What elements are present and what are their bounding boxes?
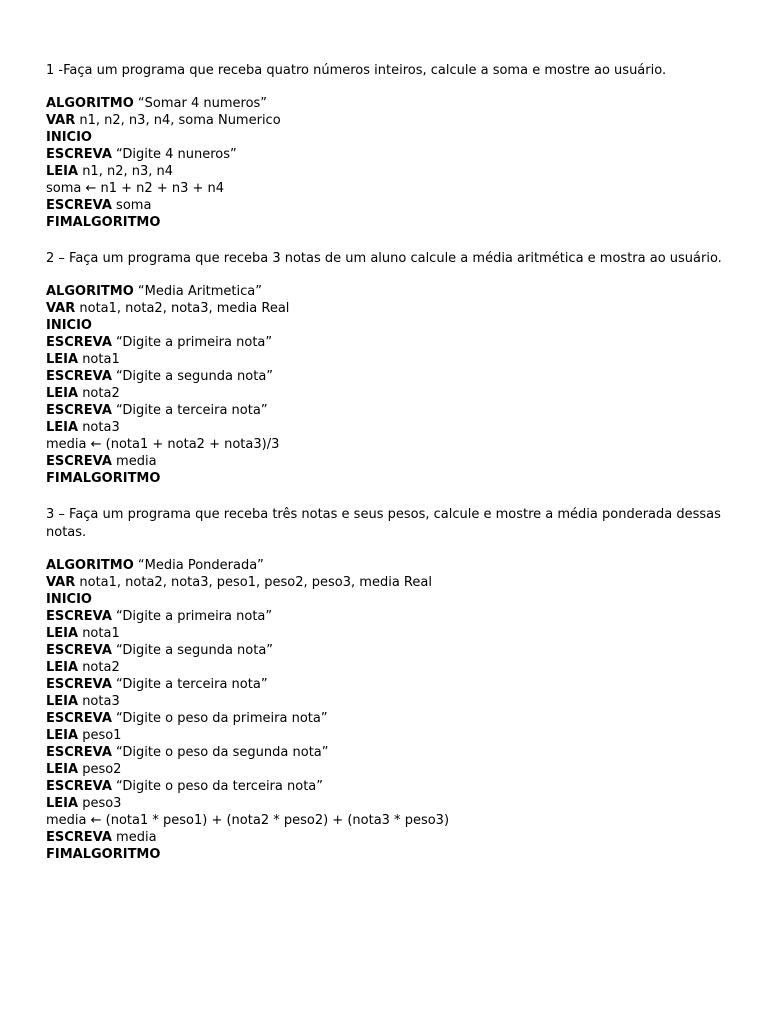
code-line [46, 693, 726, 710]
keyword: FIMALGORITMO [46, 215, 161, 230]
code-line [46, 676, 726, 693]
code-text: peso1 [78, 728, 122, 743]
code-text: “Digite o peso da primeira nota” [111, 711, 328, 726]
code-line [46, 317, 726, 334]
keyword: INICIO [46, 130, 92, 145]
code-text: nota2 [78, 660, 120, 675]
code-line [46, 744, 726, 761]
code-text: peso3 [78, 796, 122, 811]
code-text: “Digite a primeira nota” [111, 335, 273, 350]
keyword: LEIA [46, 420, 79, 435]
keyword: FIMALGORITMO [46, 847, 161, 862]
keyword: LEIA [46, 728, 79, 743]
keyword: ESCREVA [46, 830, 112, 845]
exercise-3-statement: 3 – Faça um programa que receba três notas e seus pesos, calcule e mostre a média ponderada dessas notas. [46, 507, 721, 540]
keyword: VAR [46, 113, 76, 128]
code-line [46, 112, 726, 129]
code-text: n1, n2, n3, n4, soma Numerico [75, 113, 281, 128]
keyword: ESCREVA [46, 609, 112, 624]
code-text: n1, n2, n3, n4 [78, 164, 174, 179]
code-line [46, 761, 726, 778]
code-text: “Digite a terceira nota” [111, 677, 268, 692]
code-line [46, 625, 726, 642]
code-line [46, 710, 726, 727]
keyword: ESCREVA [46, 454, 112, 469]
code-line [46, 197, 726, 214]
code-line [46, 436, 726, 453]
code-text: “Digite a terceira nota” [111, 403, 268, 418]
code-line [46, 334, 726, 351]
code-line [46, 829, 726, 846]
code-line [46, 812, 726, 829]
keyword: ALGORITMO [46, 284, 134, 299]
code-line [46, 300, 726, 317]
code-line [46, 557, 726, 574]
keyword: ESCREVA [46, 711, 112, 726]
keyword: LEIA [46, 796, 79, 811]
keyword: LEIA [46, 386, 79, 401]
code-text: “Digite o peso da terceira nota” [111, 779, 323, 794]
code-line [46, 180, 726, 197]
code-text: media [111, 454, 157, 469]
code-line [46, 591, 726, 608]
code-line [46, 470, 726, 487]
keyword: INICIO [46, 592, 92, 607]
code-line [46, 146, 726, 163]
code-text: “Digite a segunda nota” [111, 369, 274, 384]
keyword: ALGORITMO [46, 96, 134, 111]
keyword: VAR [46, 575, 76, 590]
keyword: ESCREVA [46, 779, 112, 794]
keyword: ESCREVA [46, 335, 112, 350]
keyword: ESCREVA [46, 369, 112, 384]
code-line [46, 778, 726, 795]
keyword: LEIA [46, 352, 79, 367]
code-text: nota3 [78, 694, 120, 709]
code-text: media [111, 830, 157, 845]
keyword: LEIA [46, 660, 79, 675]
code-line [46, 351, 726, 368]
keyword: ESCREVA [46, 403, 112, 418]
code-text: nota1 [78, 352, 120, 367]
code-line [46, 419, 726, 436]
code-text: soma [111, 198, 152, 213]
code-text: nota3 [78, 420, 120, 435]
code-text: nota1, nota2, nota3, peso1, peso2, peso3, media Real [75, 575, 432, 590]
keyword: ALGORITMO [46, 558, 134, 573]
code-line [46, 659, 726, 676]
keyword: INICIO [46, 318, 92, 333]
code-line [46, 402, 726, 419]
exercise-1 [46, 62, 726, 231]
keyword: LEIA [46, 164, 79, 179]
code-text: “Media Aritmetica” [133, 284, 262, 299]
code-line [46, 642, 726, 659]
code-line [46, 608, 726, 625]
keyword: LEIA [46, 626, 79, 641]
keyword: ESCREVA [46, 745, 112, 760]
code-line [46, 214, 726, 231]
code-text: media ← (nota1 + nota2 + nota3)/3 [46, 437, 280, 452]
exercise-1-statement: 1 -Faça um programa que receba quatro números inteiros, calcule a soma e mostre ao usuário. [46, 63, 667, 78]
code-line [46, 385, 726, 402]
code-text: peso2 [78, 762, 122, 777]
exercise-2-algorithm [46, 283, 726, 487]
code-line [46, 368, 726, 385]
code-line [46, 795, 726, 812]
code-text: nota1, nota2, nota3, media Real [75, 301, 290, 316]
exercise-2 [46, 250, 726, 487]
exercise-2-statement: 2 – Faça um programa que receba 3 notas de um aluno calcule a média aritmética e mostra ao usuário. [46, 251, 722, 266]
keyword: ESCREVA [46, 677, 112, 692]
keyword: ESCREVA [46, 147, 112, 162]
code-line [46, 129, 726, 146]
code-text: “Media Ponderada” [133, 558, 264, 573]
exercise-3 [46, 506, 726, 863]
keyword: ESCREVA [46, 198, 112, 213]
keyword: ESCREVA [46, 643, 112, 658]
code-text: “Digite a segunda nota” [111, 643, 274, 658]
code-text: “Somar 4 numeros” [133, 96, 268, 111]
code-text: media ← (nota1 * peso1) + (nota2 * peso2) + (nota3 * peso3) [46, 813, 450, 828]
code-line [46, 95, 726, 112]
code-line [46, 453, 726, 470]
code-line [46, 163, 726, 180]
code-line [46, 574, 726, 591]
exercise-3-algorithm [46, 557, 726, 863]
keyword: LEIA [46, 762, 79, 777]
code-text: nota2 [78, 386, 120, 401]
code-text: “Digite a primeira nota” [111, 609, 273, 624]
code-text: soma ← n1 + n2 + n3 + n4 [46, 181, 225, 196]
document-page [46, 62, 726, 863]
code-line [46, 727, 726, 744]
code-text: nota1 [78, 626, 120, 641]
keyword: FIMALGORITMO [46, 471, 161, 486]
code-line [46, 283, 726, 300]
code-text: “Digite 4 nuneros” [111, 147, 237, 162]
exercise-1-algorithm [46, 95, 726, 231]
keyword: LEIA [46, 694, 79, 709]
keyword: VAR [46, 301, 76, 316]
code-line [46, 846, 726, 863]
code-text: “Digite o peso da segunda nota” [111, 745, 329, 760]
